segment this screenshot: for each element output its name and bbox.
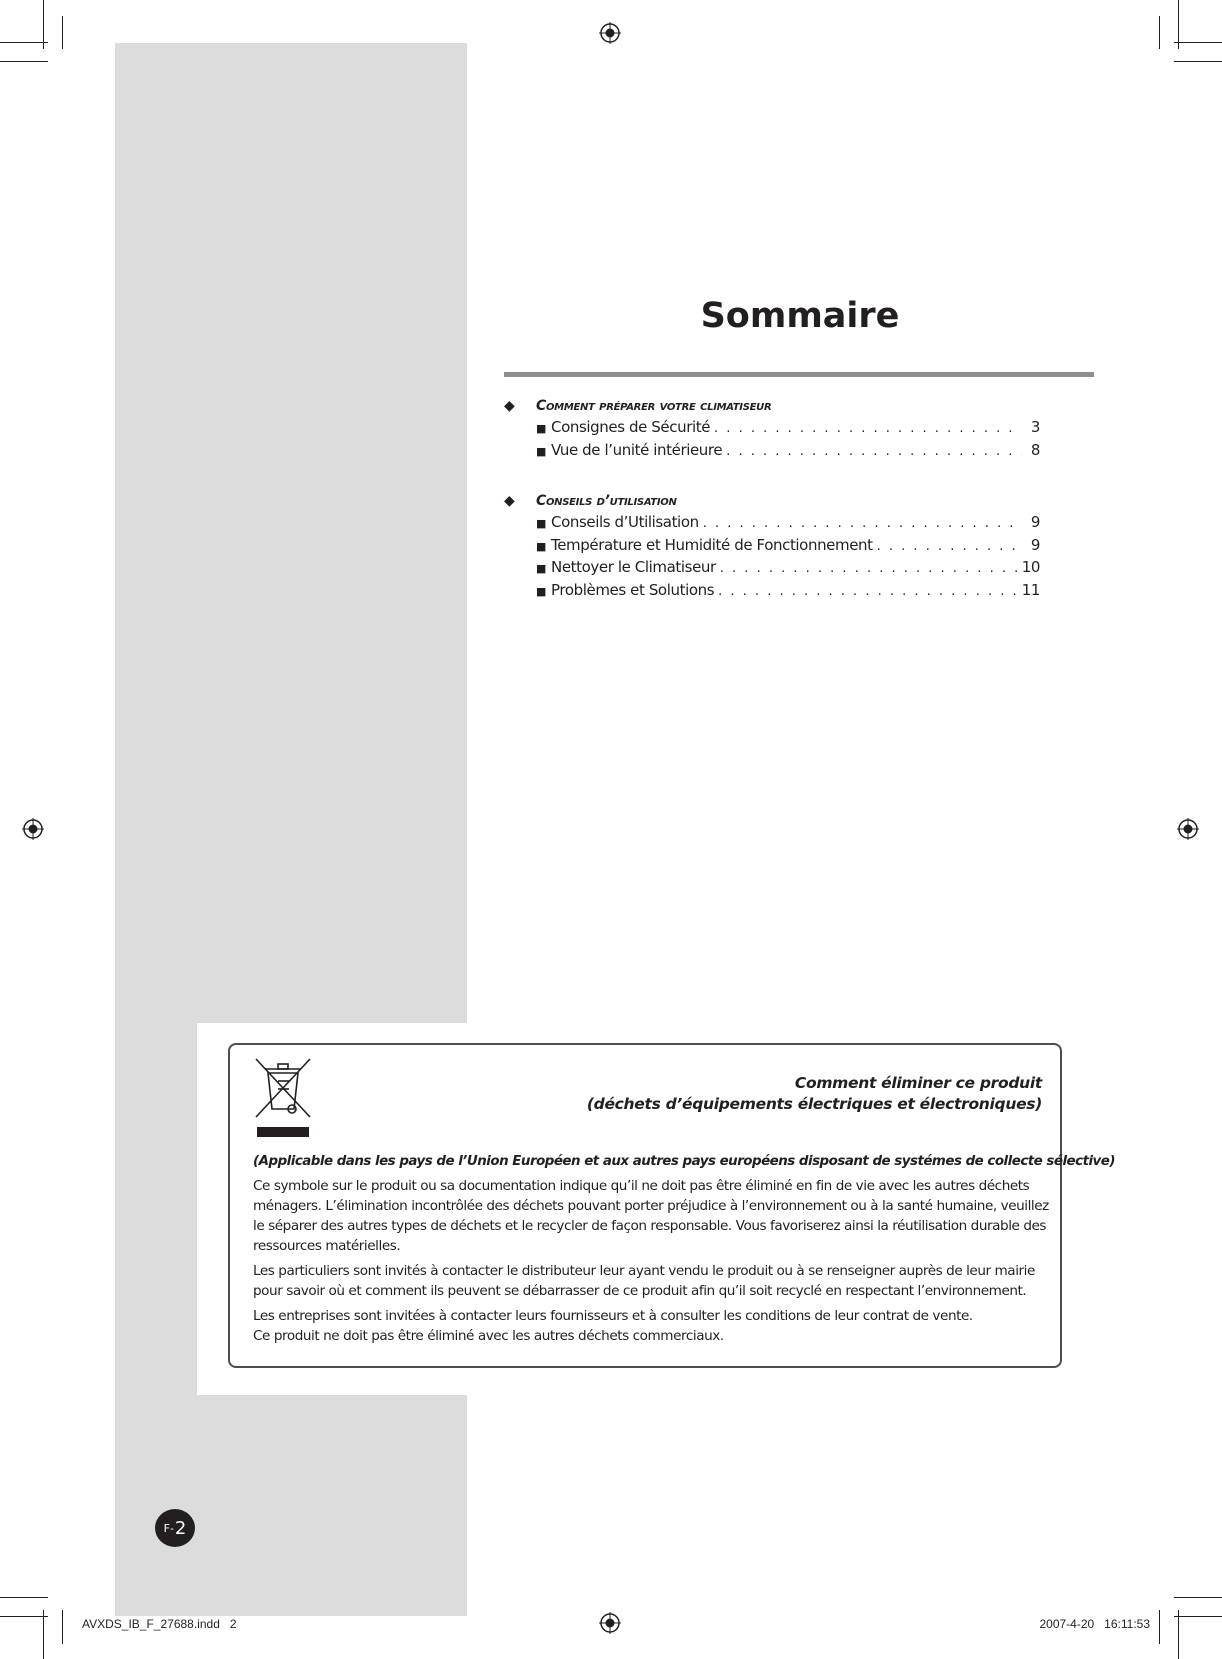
diamond-bullet-icon: ◆: [504, 398, 515, 414]
title-divider: [504, 372, 1094, 377]
weee-disposal-notice: [228, 1043, 1115, 1368]
dot-leader: [703, 516, 1022, 531]
page-number: 2: [174, 1517, 187, 1539]
square-bullet-icon: ■: [536, 422, 546, 435]
toc-entry[interactable]: [504, 558, 1040, 581]
square-bullet-icon: ■: [536, 584, 546, 598]
dot-leader: [720, 561, 1018, 576]
square-bullet-icon: ■: [536, 539, 546, 553]
toc-page-number: 3: [1030, 418, 1040, 436]
toc-entry[interactable]: [504, 513, 1040, 536]
diamond-bullet-icon: ◆: [504, 493, 515, 509]
square-bullet-icon: ■: [536, 444, 546, 458]
page-title: Sommaire: [700, 296, 900, 336]
weee-paragraph: [253, 1306, 1053, 1346]
weee-paragraph-line: Les entreprises sont invitées à contacter leurs fournisseurs et à consulter les conditions de leur contrat de vente.: [253, 1308, 973, 1324]
slug-filename: AVXDS_IB_F_27688.indd 2: [82, 1617, 237, 1631]
dot-leader: [714, 421, 1022, 436]
weee-subtitle: (Applicable dans les pays de l’Union Européen et aux autres pays européens disposant de systémes de collecte sélective): [253, 1154, 1115, 1169]
toc-page-number: 11: [1021, 580, 1040, 599]
weee-paragraph-line: Ce produit ne doit pas être éliminé avec les autres déchets commerciaux.: [253, 1328, 724, 1344]
toc-entry[interactable]: [504, 581, 1040, 604]
registration-mark-icon: [1177, 818, 1199, 840]
crossed-out-wheelie-bin-icon: [254, 1057, 312, 1139]
weee-paragraph: Ce symbole sur le produit ou sa documentation indique qu’il ne doit pas être éliminé en fin de vie avec les autres déchets ménagers. L’élimination incontrôlée des déchets pouvant porter préjudice à l’environnement ou à la santé humaine, veuillez le séparer des autres types de déchets et le recycler de façon responsable. Vous favoriserez ainsi la réutilisation durable des ressources matérielles.: [253, 1178, 1049, 1254]
toc-entry[interactable]: [504, 418, 1040, 441]
toc-entry-label: Conseils d’Utilisation: [551, 513, 699, 531]
toc-entry-label: Vue de l’unité intérieure: [551, 440, 723, 459]
toc-section-heading: [504, 489, 1040, 513]
toc-entry-label: Consignes de Sécurité: [551, 418, 711, 436]
square-bullet-icon: ■: [536, 517, 546, 530]
dot-leader: [726, 444, 1022, 459]
weee-paragraph: Les particuliers sont invités à contacter le distributeur leur ayant vendu le produit ou à se renseigner auprès de leur mairie pour savoir où et comment ils peuvent se débarrasser de ce produit afin qu’il soit recyclé en respectant l’environnement.: [253, 1263, 1035, 1299]
registration-mark-icon: [599, 1612, 621, 1634]
dot-leader: [877, 539, 1022, 554]
weee-title-line: Comment éliminer ce produit: [794, 1074, 1042, 1092]
toc-entry-label: Température et Humidité de Fonctionnement: [551, 535, 873, 554]
weee-title-line: (déchets d’équipements électriques et électroniques): [586, 1095, 1042, 1113]
toc-section-title[interactable]: Conseils d’utilisation: [536, 493, 677, 509]
toc-section-title[interactable]: Comment préparer votre climatiseur: [536, 398, 772, 414]
slug-timestamp: 2007-4-20 16:11:53: [1039, 1617, 1150, 1631]
square-bullet-icon: ■: [536, 562, 546, 575]
toc-page-number: 10: [1021, 558, 1040, 576]
table-of-contents: [504, 394, 1040, 629]
toc-entry[interactable]: [504, 536, 1040, 559]
toc-entry[interactable]: [504, 441, 1040, 464]
weee-title: [587, 1073, 1042, 1115]
toc-section: [504, 394, 1040, 463]
toc-entry-label: Problèmes et Solutions: [551, 580, 715, 599]
toc-section: [504, 489, 1040, 603]
weee-body: [253, 1152, 1115, 1351]
dot-leader: [718, 584, 1018, 599]
toc-page-number: 8: [1030, 440, 1040, 459]
page-number-badge: [155, 1509, 195, 1547]
toc-page-number: 9: [1030, 513, 1040, 531]
registration-mark-icon: [22, 818, 44, 840]
registration-mark-icon: [599, 22, 621, 44]
page-number-prefix: F-: [163, 1521, 174, 1535]
toc-section-heading: [504, 394, 1040, 418]
toc-page-number: 9: [1030, 535, 1040, 554]
toc-entry-label: Nettoyer le Climatiseur: [551, 558, 716, 576]
